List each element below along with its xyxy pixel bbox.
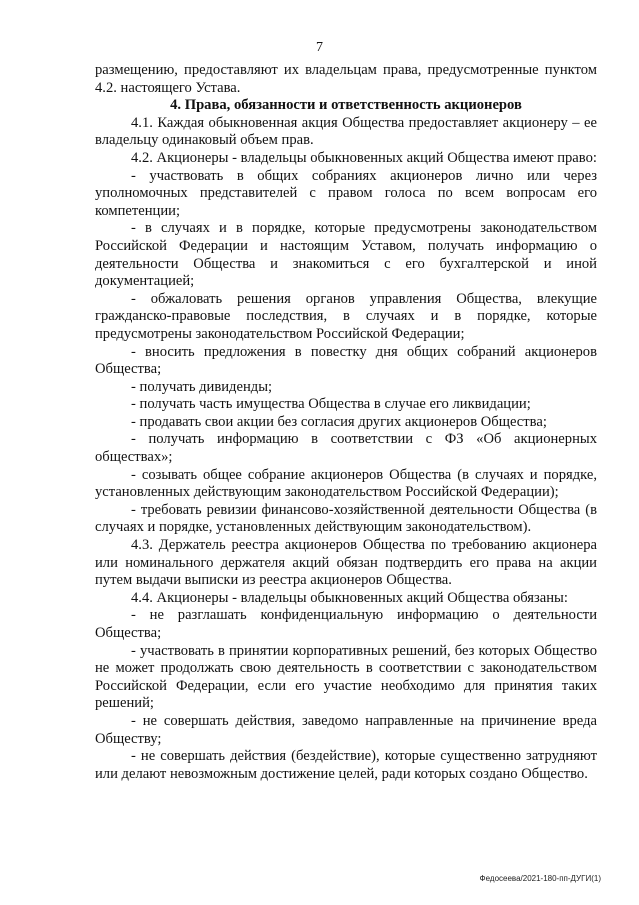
- right-item: - в случаях и в порядке, которые предусмотрены законодательством Российской Федерации и настоящим Уставом, получать информацию о деятельности Общества и знакомиться с его бухгалтерской и иной документацией;: [95, 220, 597, 290]
- paragraph-4-4: 4.4. Акционеры - владельцы обыкновенных акций Общества обязаны:: [131, 589, 568, 606]
- right-item: - продавать свои акции без согласия других акционеров Общества;: [131, 413, 547, 430]
- section-heading: 4. Права, обязанности и ответственность акционеров: [170, 97, 522, 114]
- obligation-item: - не разглашать конфиденциальную информацию о деятельности Общества;: [95, 607, 597, 641]
- page-number: 7: [316, 40, 323, 55]
- right-item: - созывать общее собрание акционеров Общества (в случаях и порядке, установленных действующим законодательством Российской Федерации);: [95, 466, 597, 501]
- right-item: - требовать ревизии финансово-хозяйственной деятельности Общества (в случаях и порядке, установленных действующим законодательством).: [95, 501, 597, 536]
- right-item: - участвовать в общих собраниях акционеров лично или через уполномочных представителей с правом голоса по всем вопросам его компетенции;: [95, 167, 597, 219]
- right-item: - получать часть имущества Общества в случае его ликвидации;: [131, 396, 531, 413]
- right-item: - вносить предложения в повестку дня общих собраний акционеров Общества;: [95, 343, 597, 378]
- paragraph-4-2: 4.2. Акционеры - владельцы обыкновенных акций Общества имеют право:: [131, 149, 597, 166]
- document-footer: Федосеева/2021-180-пп-ДУГИ(1): [479, 874, 601, 883]
- document-body: [95, 62, 597, 783]
- right-item: - получать дивиденды;: [131, 378, 273, 395]
- paragraph-4-3: 4.3. Держатель реестра акционеров Общества по требованию акционера или номинального держателя акций обязан подтвердить его права на акции путем выдачи выписки из реестра акционеров Общества.: [95, 537, 597, 589]
- right-item: - обжаловать решения органов управления Общества, влекущие гражданско-правовые последствия, в случаях и в порядке, которые предусмотрены законодательством Российской Федерации;: [95, 290, 597, 342]
- obligation-item: - не совершать действия, заведомо направленные на причинение вреда Обществу;: [95, 712, 597, 747]
- obligation-item: - участвовать в принятии корпоративных решений, без которых Общество не может продолжать свою деятельность в соответствии с законодательством Российской Федерации, если его участие необходимо для принятия таких решений;: [95, 642, 597, 712]
- right-item: - получать информацию в соответствии с ФЗ «Об акционерных обществах»;: [95, 431, 597, 466]
- continuation-paragraph: размещению, предоставляют их владельцам права, предусмотренные пунктом 4.2. настоящего Устава.: [95, 62, 597, 96]
- paragraph-4-1: 4.1. Каждая обыкновенная акция Общества предоставляет акционеру – ее владельцу одинаковый объем прав.: [95, 114, 597, 149]
- obligation-item: - не совершать действия (бездействие), которые существенно затрудняют или делают невозможным достижение целей, ради которых создано Общество.: [95, 748, 597, 782]
